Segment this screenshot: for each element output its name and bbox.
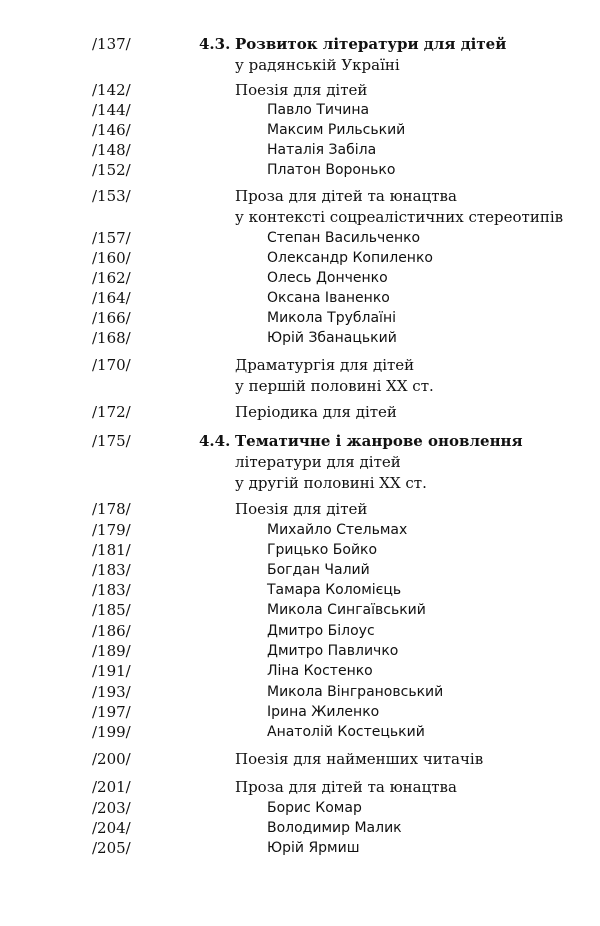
page-number: /178/ — [92, 500, 131, 518]
author-name: Дмитро Білоус — [267, 623, 375, 639]
page-number: /205/ — [92, 839, 131, 857]
author-name: Платон Воронько — [267, 162, 396, 178]
author-name: Ірина Жиленко — [267, 704, 380, 720]
author-entry — [0, 722, 600, 742]
page-number: /204/ — [92, 819, 131, 837]
author-entry — [0, 798, 600, 818]
author-name: Наталія Забіла — [267, 142, 377, 158]
page-number: /197/ — [92, 703, 131, 721]
section-title-continued: літератури для дітей — [235, 453, 401, 471]
author-name: Максим Рильський — [267, 122, 406, 138]
author-entry — [0, 818, 600, 838]
section-heading-row — [0, 34, 600, 54]
author-entry — [0, 580, 600, 600]
page-number: /137/ — [92, 35, 131, 53]
subsection-row — [0, 402, 600, 422]
author-name: Олесь Донченко — [267, 270, 388, 286]
author-name: Павло Тичина — [267, 102, 370, 118]
page-number: /166/ — [92, 309, 131, 327]
page-number: /189/ — [92, 642, 131, 660]
author-entry — [0, 702, 600, 722]
author-name: Олександр Копиленко — [267, 250, 433, 266]
author-entry — [0, 540, 600, 560]
author-name: Степан Васильченко — [267, 230, 421, 246]
section-heading-row — [0, 55, 600, 75]
subsection-title-continued: у першій половині XX ст. — [235, 377, 434, 395]
author-name: Микола Сингаївський — [267, 602, 426, 618]
subsection-title-continued: у контексті соцреалістичних стереотипів — [235, 208, 564, 226]
author-name: Микола Вінграновський — [267, 684, 444, 700]
subsection-title: Періодика для дітей — [235, 403, 397, 421]
section-heading-row — [0, 452, 600, 472]
author-name: Михайло Стельмах — [267, 522, 408, 538]
page-number: /144/ — [92, 101, 131, 119]
author-entry — [0, 641, 600, 661]
section-heading-row — [0, 473, 600, 493]
author-entry — [0, 288, 600, 308]
page-number: /157/ — [92, 229, 131, 247]
page-number: /162/ — [92, 269, 131, 287]
author-name: Тамара Коломієць — [267, 582, 402, 598]
author-entry — [0, 140, 600, 160]
section-title-continued: у другій половині XX ст. — [235, 474, 427, 492]
author-entry — [0, 560, 600, 580]
author-entry — [0, 838, 600, 858]
section-title: Розвиток літератури для дітей — [235, 35, 507, 53]
page-number: /179/ — [92, 521, 131, 539]
page-number: /191/ — [92, 662, 131, 680]
subsection-title: Поезія для дітей — [235, 81, 368, 99]
page-number: /183/ — [92, 581, 131, 599]
author-entry — [0, 268, 600, 288]
author-entry — [0, 228, 600, 248]
subsection-row — [0, 777, 600, 797]
subsection-title: Проза для дітей та юнацтва — [235, 778, 457, 796]
author-name: Юрій Ярмиш — [267, 840, 360, 856]
page-number: /186/ — [92, 622, 131, 640]
author-name: Юрій Збанацький — [267, 330, 397, 346]
author-name: Микола Трублаїні — [267, 310, 396, 326]
page-number: /160/ — [92, 249, 131, 267]
page-number: /185/ — [92, 601, 131, 619]
author-name: Грицько Бойко — [267, 542, 378, 558]
page-number: /164/ — [92, 289, 131, 307]
subsection-title: Драматургія для дітей — [235, 356, 415, 374]
page-number: /142/ — [92, 81, 131, 99]
page-number: /200/ — [92, 750, 131, 768]
author-entry — [0, 120, 600, 140]
subsection-row — [0, 80, 600, 100]
page-number: /153/ — [92, 187, 131, 205]
author-name: Борис Комар — [267, 800, 362, 816]
section-title: Тематичне і жанрове оновлення — [235, 432, 523, 450]
subsection-row — [0, 355, 600, 375]
subsection-title: Поезія для найменших читачів — [235, 750, 484, 768]
subsection-row — [0, 749, 600, 769]
page-number: /168/ — [92, 329, 131, 347]
author-name: Володимир Малик — [267, 820, 402, 836]
page-number: /183/ — [92, 561, 131, 579]
page-number: /152/ — [92, 161, 131, 179]
author-name: Дмитро Павличко — [267, 643, 399, 659]
page-number: /199/ — [92, 723, 131, 741]
section-title-continued: у радянській Україні — [235, 56, 400, 74]
author-entry — [0, 520, 600, 540]
page-number: /201/ — [92, 778, 131, 796]
author-entry — [0, 661, 600, 681]
section-heading-row — [0, 431, 600, 451]
page-number: /203/ — [92, 799, 131, 817]
section-number: 4.4. — [199, 432, 231, 450]
subsection-title: Поезія для дітей — [235, 500, 368, 518]
subsection-title: Проза для дітей та юнацтва — [235, 187, 457, 205]
author-entry — [0, 600, 600, 620]
author-name: Богдан Чалий — [267, 562, 370, 578]
page-number: /193/ — [92, 683, 131, 701]
page-number: /181/ — [92, 541, 131, 559]
page-number: /148/ — [92, 141, 131, 159]
author-entry — [0, 248, 600, 268]
page-number: /146/ — [92, 121, 131, 139]
author-entry — [0, 682, 600, 702]
author-name: Оксана Іваненко — [267, 290, 390, 306]
subsection-row — [0, 186, 600, 206]
author-entry — [0, 100, 600, 120]
author-entry — [0, 328, 600, 348]
subsection-row — [0, 376, 600, 396]
page-number: /172/ — [92, 403, 131, 421]
author-entry — [0, 308, 600, 328]
author-entry — [0, 621, 600, 641]
page-number: /175/ — [92, 432, 131, 450]
author-entry — [0, 160, 600, 180]
subsection-row — [0, 207, 600, 227]
section-number: 4.3. — [199, 35, 231, 53]
author-name: Ліна Костенко — [267, 663, 373, 679]
author-name: Анатолій Костецький — [267, 724, 425, 740]
page-number: /170/ — [92, 356, 131, 374]
subsection-row — [0, 499, 600, 519]
